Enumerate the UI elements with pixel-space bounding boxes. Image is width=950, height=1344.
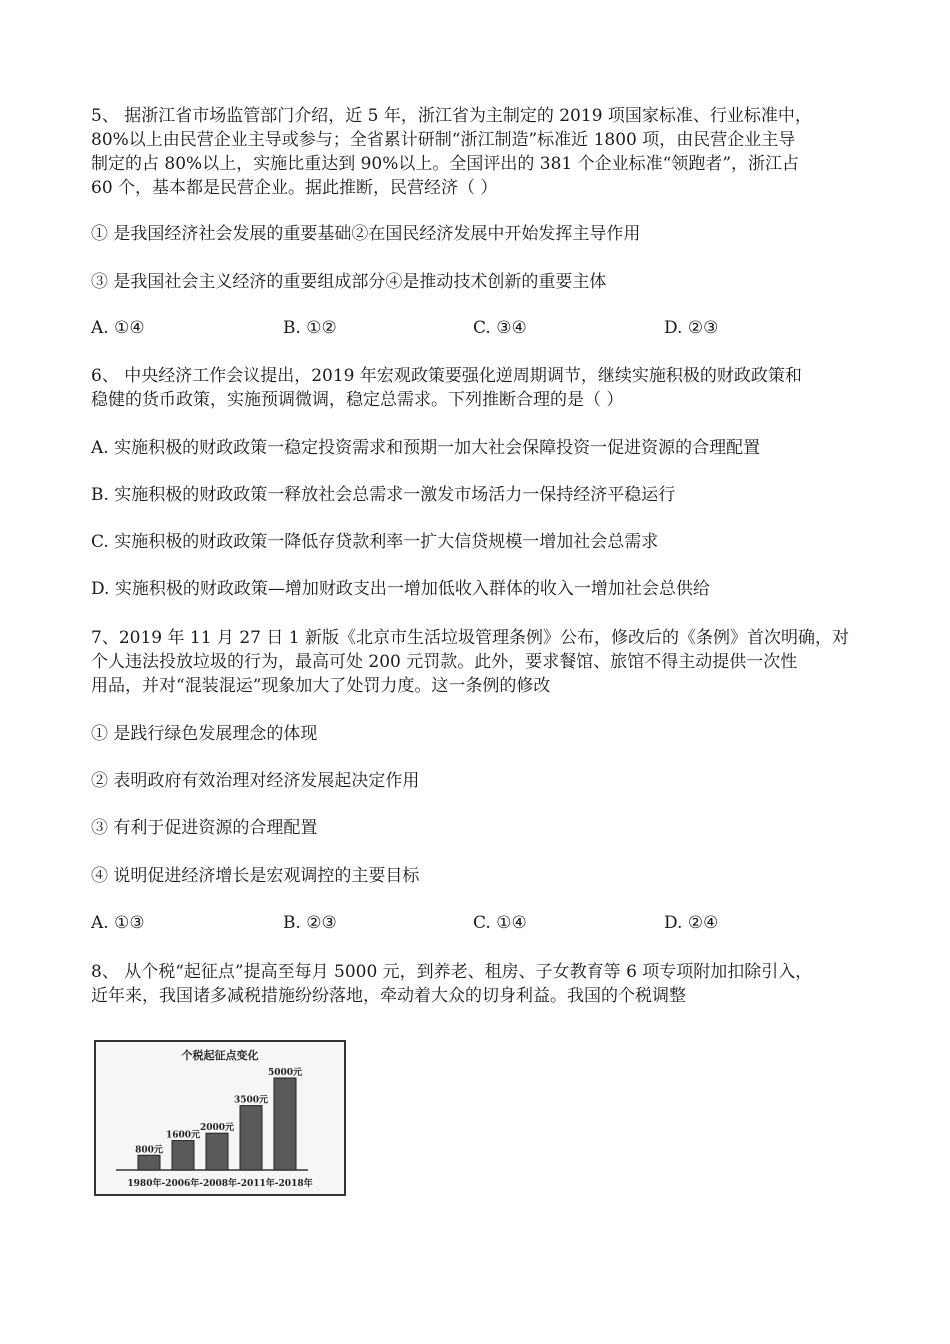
chart-bar xyxy=(240,1106,262,1170)
q6-option-a: A. 实施积极的财政政策一稳定投资需求和预期一加大社会保障投资一促进资源的合理配置 xyxy=(91,438,761,458)
chart-data-label: 1600元 xyxy=(165,1130,201,1141)
q5-line-1: 5、 据浙江省市场监管部门介绍，近 5 年，浙江省为主制定的 2019 项国家标准、行业标准中， xyxy=(91,106,812,126)
q5-option-c: C. ③④ xyxy=(473,318,527,338)
q8-line-1: 8、 从个税“起征点”提高至每月 5000 元，到养老、租房、子女教育等 6 项专项附加扣除引入， xyxy=(91,962,813,982)
q6-option-b: B. 实施积极的财政政策一释放社会总需求一激发市场活力一保持经济平稳运行 xyxy=(91,485,676,505)
q7-item-3: ③ 有利于促进资源的合理配置 xyxy=(91,818,318,838)
chart-data-label: 5000元 xyxy=(267,1068,303,1078)
q6-line-2: 稳健的货币政策，实施预调微调，稳定总需求。下列推断合理的是（ ） xyxy=(91,390,624,410)
q7-option-a: A. ①③ xyxy=(91,913,145,933)
q7-item-4: ④ 说明促进经济增长是宏观调控的主要目标 xyxy=(91,866,420,886)
chart-data-label: 800元 xyxy=(135,1145,163,1156)
q6-line-1: 6、 中央经济工作会议提出，2019 年宏观政策要强化逆周期调节，继续实施积极的财政政策和 xyxy=(91,366,802,386)
q5-option-d: D. ②③ xyxy=(664,318,719,338)
q6-option-d: D. 实施积极的财政政策—增加财政支出一增加低收入群体的收入一增加社会总供给 xyxy=(91,579,710,599)
chart-plot xyxy=(96,1042,344,1194)
chart-bar xyxy=(274,1078,296,1170)
q5-line-4: 60 个，基本都是民营企业。据此推断，民营经济（ ） xyxy=(91,178,498,198)
tax-threshold-chart xyxy=(94,1040,346,1196)
q7-item-2: ② 表明政府有效治理对经济发展起决定作用 xyxy=(91,771,420,791)
chart-title: 个税起征点变化 xyxy=(181,1049,259,1062)
q5-item-1: ① 是我国经济社会发展的重要基础②在国民经济发展中开始发挥主导作用 xyxy=(91,224,641,244)
q7-line-2: 个人违法投放垃圾的行为，最高可处 200 元罚款。此外，要求餐馆、旅馆不得主动提供一次性 xyxy=(91,652,798,672)
chart-bar xyxy=(138,1155,160,1170)
q5-item-2: ③ 是我国社会主义经济的重要组成部分④是推动技术创新的重要主体 xyxy=(91,272,607,292)
q5-option-b: B. ①② xyxy=(283,318,337,338)
chart-bar xyxy=(206,1133,228,1170)
q7-line-3: 用品，并对“混装混运”现象加大了处罚力度。这一条例的修改 xyxy=(91,676,551,696)
chart-x-tick-labels: 1980年-2006年-2008年-2011年-2018年 xyxy=(127,1179,313,1189)
q7-item-1: ① 是践行绿色发展理念的体现 xyxy=(91,724,318,744)
q7-option-b: B. ②③ xyxy=(283,913,337,933)
q5-option-a: A. ①④ xyxy=(91,318,145,338)
chart-data-label: 3500元 xyxy=(233,1095,269,1106)
q5-line-3: 制定的占 80%以上，实施比重达到 90%以上。全国评出的 381 个企业标准“领跑者”，浙江占 xyxy=(91,154,800,174)
q7-line-1: 7、2019 年 11 月 27 日 1 新版《北京市生活垃圾管理条例》公布，修改后的《条例》首次明确，对 xyxy=(91,628,849,648)
chart-bar xyxy=(172,1141,194,1170)
q7-option-c: C. ①④ xyxy=(473,913,527,933)
q6-option-c: C. 实施积极的财政政策一降低存贷款利率一扩大信贷规模一增加社会总需求 xyxy=(91,532,659,552)
chart-data-label: 2000元 xyxy=(199,1123,235,1134)
q8-line-2: 近年来，我国诸多减税措施纷纷落地，牵动着大众的切身利益。我国的个税调整 xyxy=(91,986,686,1006)
q5-line-2: 80%以上由民营企业主导或参与；全省累计研制“浙江制造”标准近 1800 项，由民营企业主导 xyxy=(91,130,796,150)
q7-option-d: D. ②④ xyxy=(664,913,719,933)
